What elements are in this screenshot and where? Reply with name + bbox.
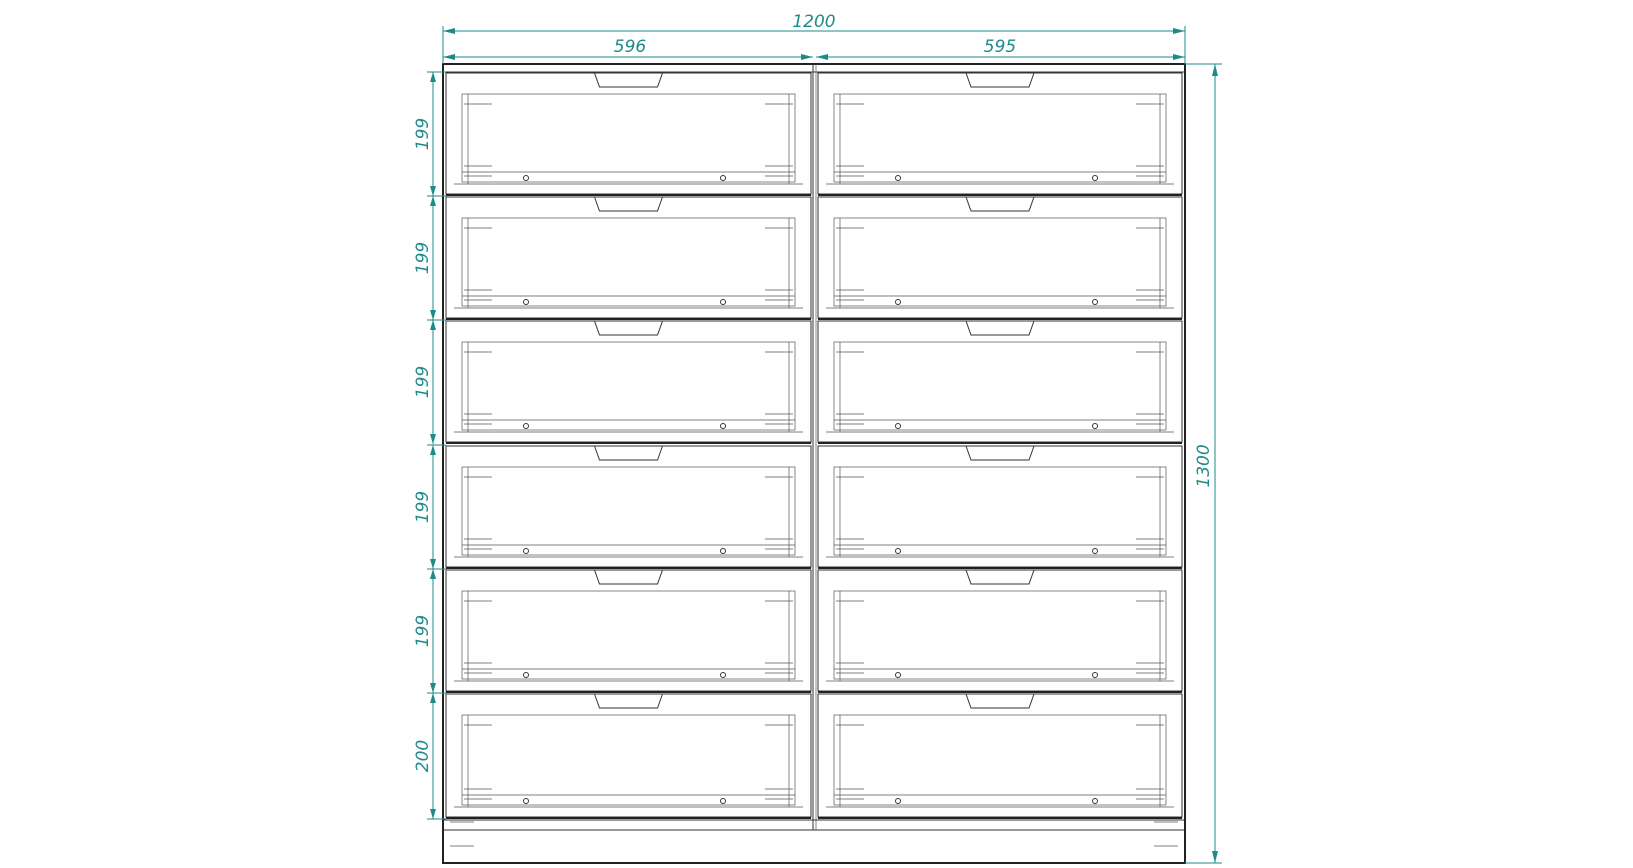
drawer-front <box>818 694 1182 817</box>
drawer-front <box>446 446 811 567</box>
screw-icon <box>721 799 726 804</box>
drawer-inner-box <box>462 94 795 182</box>
drawer-front <box>446 321 811 442</box>
drawer-height-arrow-top <box>430 196 436 206</box>
screw-icon <box>524 799 529 804</box>
screw-icon <box>896 424 901 429</box>
screw-icon <box>1093 176 1098 181</box>
drawer-inner-box <box>834 218 1166 306</box>
drawer-left-3 <box>446 321 811 443</box>
drawer-right-4 <box>818 446 1182 568</box>
screw-icon <box>1093 673 1098 678</box>
screw-icon <box>721 300 726 305</box>
screw-icon <box>896 176 901 181</box>
drawer-handle <box>966 321 1034 335</box>
left-width-arrow-right <box>801 54 813 60</box>
drawer-front <box>446 73 811 194</box>
screw-icon <box>896 673 901 678</box>
drawer-handle <box>595 694 663 708</box>
drawer-inner-box <box>834 94 1166 182</box>
drawer-inner-box <box>834 591 1166 679</box>
drawer-height-dim-4 <box>413 445 446 569</box>
right-width-arrow-left <box>816 54 828 60</box>
drawer-handle <box>595 197 663 211</box>
drawer-height-dim-5 <box>413 569 446 693</box>
drawer-height-label: 199 <box>413 614 433 648</box>
screw-icon <box>524 176 529 181</box>
drawer-right-1 <box>818 73 1182 195</box>
screw-icon <box>721 549 726 554</box>
drawer-handle <box>595 446 663 460</box>
screw-icon <box>524 424 529 429</box>
left-width-label: 596 <box>613 37 647 57</box>
drawer-inner-box <box>462 591 795 679</box>
overall-height-label: 1300 <box>1194 444 1214 488</box>
screw-icon <box>721 673 726 678</box>
drawer-handle <box>595 321 663 335</box>
overall-height-arrow-top <box>1212 64 1218 76</box>
drawer-right-5 <box>818 570 1182 692</box>
screw-icon <box>1093 300 1098 305</box>
drawer-height-dimensions <box>413 72 446 819</box>
drawer-inner-box <box>834 467 1166 555</box>
drawer-inner-box <box>462 715 795 805</box>
screw-icon <box>721 424 726 429</box>
drawer-right-3 <box>818 321 1182 443</box>
drawer-right-2 <box>818 197 1182 319</box>
drawer-height-label: 199 <box>413 365 433 399</box>
drawer-front <box>818 446 1182 567</box>
drawer-height-arrow-bottom <box>430 186 436 196</box>
drawer-height-label: 200 <box>413 739 433 773</box>
drawer-height-arrow-bottom <box>430 434 436 444</box>
drawer-left-6 <box>446 694 811 818</box>
drawer-inner-box <box>462 467 795 555</box>
drawer-height-dim-1 <box>413 72 446 196</box>
drawer-height-dim-2 <box>413 196 446 320</box>
drawer-height-arrow-top <box>430 693 436 703</box>
drawer-handle <box>966 197 1034 211</box>
drawer-front <box>818 321 1182 442</box>
drawer-height-arrow-bottom <box>430 809 436 819</box>
screw-icon <box>524 549 529 554</box>
drawer-height-arrow-bottom <box>430 310 436 320</box>
overall-height-arrow-bottom <box>1212 851 1218 863</box>
overall-width-arrow-left <box>443 28 455 34</box>
overall-width-label: 1200 <box>792 12 836 32</box>
drawer-height-arrow-top <box>430 320 436 330</box>
drawer-left-4 <box>446 446 811 568</box>
drawer-handle <box>966 694 1034 708</box>
left-width-arrow-left <box>443 54 455 60</box>
drawer-inner-box <box>834 715 1166 805</box>
right-width-label: 595 <box>983 37 1017 57</box>
drawer-height-arrow-top <box>430 569 436 579</box>
drawer-right-6 <box>818 694 1182 818</box>
screw-icon <box>896 799 901 804</box>
drawer-height-dim-6 <box>413 693 446 819</box>
drawer-height-arrow-top <box>430 445 436 455</box>
drawer-height-label: 199 <box>413 241 433 275</box>
screw-icon <box>1093 799 1098 804</box>
drawer-inner-box <box>462 218 795 306</box>
drawer-handle <box>966 446 1034 460</box>
drawer-height-arrow-bottom <box>430 683 436 693</box>
screw-icon <box>1093 549 1098 554</box>
screw-icon <box>896 300 901 305</box>
drawer-height-label: 199 <box>413 117 433 151</box>
screw-icon <box>524 673 529 678</box>
drawer-grid <box>446 73 1182 818</box>
screw-icon <box>896 549 901 554</box>
drawer-height-arrow-top <box>430 72 436 82</box>
drawer-front <box>818 197 1182 318</box>
drawer-left-1 <box>446 73 811 195</box>
screw-icon <box>721 176 726 181</box>
drawer-handle <box>966 73 1034 87</box>
drawer-height-label: 199 <box>413 490 433 524</box>
drawer-front <box>818 570 1182 691</box>
right-width-arrow-right <box>1173 54 1185 60</box>
drawer-height-dim-3 <box>413 320 446 444</box>
drawer-handle <box>966 570 1034 584</box>
drawer-front <box>818 73 1182 194</box>
screw-icon <box>1093 424 1098 429</box>
drawer-inner-box <box>834 342 1166 430</box>
drawer-front <box>446 570 811 691</box>
drawer-handle <box>595 73 663 87</box>
screw-icon <box>524 300 529 305</box>
drawer-height-arrow-bottom <box>430 559 436 569</box>
drawer-front <box>446 197 811 318</box>
drawer-left-5 <box>446 570 811 692</box>
drawer-front <box>446 694 811 817</box>
drawer-inner-box <box>462 342 795 430</box>
drawer-left-2 <box>446 197 811 319</box>
drawer-handle <box>595 570 663 584</box>
overall-width-arrow-right <box>1173 28 1185 34</box>
